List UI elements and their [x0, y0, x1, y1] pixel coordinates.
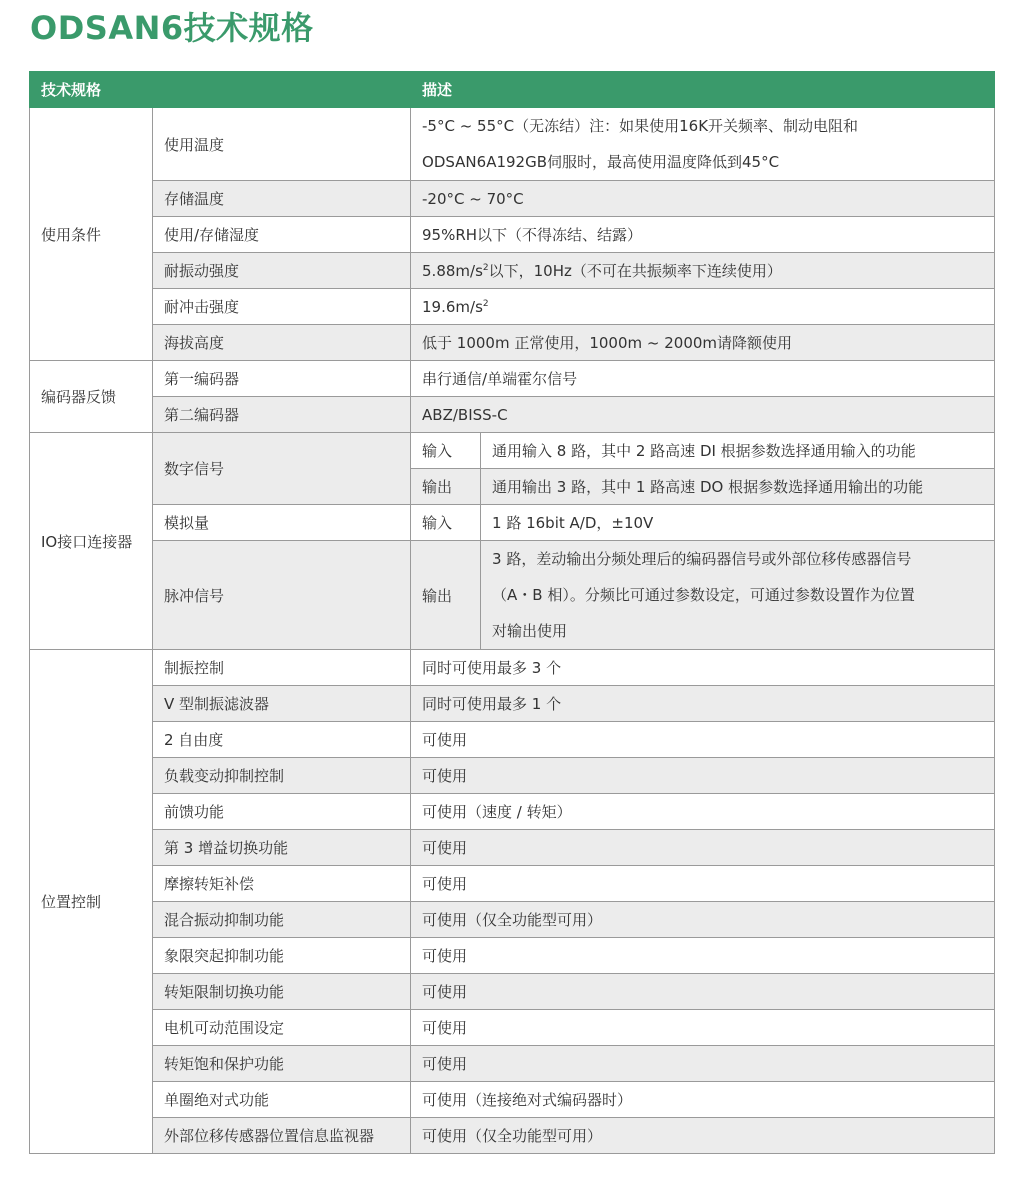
- table-row: [30, 1010, 995, 1046]
- table-row: [30, 758, 995, 794]
- table-row: [30, 361, 995, 397]
- spec-name: 使用/存储湿度: [153, 217, 411, 253]
- desc-line: 对输出使用: [492, 622, 568, 640]
- spec-desc: 通用输入 8 路，其中 2 路高速 DI 根据参数选择通用输入的功能: [481, 433, 995, 469]
- spec-name: 负载变动抑制控制: [153, 758, 411, 794]
- spec-desc: 通用输出 3 路，其中 1 路高速 DO 根据参数选择通用输出的功能: [481, 469, 995, 505]
- desc-line: -5°C ~ 55°C（无冻结）注：如果使用16K开关频率、制动电阻和: [422, 117, 859, 135]
- spec-desc: 95%RH以下（不得冻结、结露）: [411, 217, 995, 253]
- spec-desc: 可使用: [411, 974, 995, 1010]
- table-row: [30, 974, 995, 1010]
- spec-name: 第一编码器: [153, 361, 411, 397]
- spec-desc: -20°C ~ 70°C: [411, 181, 995, 217]
- spec-desc: 可使用（连接绝对式编码器时）: [411, 1082, 995, 1118]
- spec-desc: [411, 289, 995, 325]
- spec-desc: 可使用（仅全功能型可用）: [411, 902, 995, 938]
- spec-name: 象限突起抑制功能: [153, 938, 411, 974]
- spec-desc: 可使用: [411, 1010, 995, 1046]
- table-header: [30, 72, 995, 108]
- spec-desc: ABZ/BISS-C: [411, 397, 995, 433]
- table-row: [30, 181, 995, 217]
- table-row: [30, 650, 995, 686]
- spec-name: 数字信号: [153, 433, 411, 505]
- desc-text: 以下，10Hz（不可在共振频率下连续使用）: [488, 262, 782, 280]
- io-type: 输出: [411, 469, 481, 505]
- group-label: 位置控制: [30, 650, 153, 1154]
- io-type: 输入: [411, 505, 481, 541]
- spec-name: 模拟量: [153, 505, 411, 541]
- spec-desc: 可使用: [411, 1046, 995, 1082]
- spec-desc: 可使用: [411, 758, 995, 794]
- spec-name: 2 自由度: [153, 722, 411, 758]
- spec-desc: 同时可使用最多 3 个: [411, 650, 995, 686]
- spec-name: 耐冲击强度: [153, 289, 411, 325]
- superscript: 2: [482, 263, 489, 273]
- spec-name: 第二编码器: [153, 397, 411, 433]
- table-row: [30, 1118, 995, 1154]
- spec-name: 前馈功能: [153, 794, 411, 830]
- spec-name: 海拔高度: [153, 325, 411, 361]
- spec-name: 转矩限制切换功能: [153, 974, 411, 1010]
- desc-line: 3 路，差动输出分频处理后的编码器信号或外部位移传感器信号: [492, 550, 912, 568]
- table-row: [30, 433, 995, 469]
- spec-name: 单圈绝对式功能: [153, 1082, 411, 1118]
- desc-line: （A・B 相）。分频比可通过参数设定，可通过参数设置作为位置: [492, 586, 915, 604]
- table-row: [30, 794, 995, 830]
- spec-name: 存储温度: [153, 181, 411, 217]
- table-row: [30, 505, 995, 541]
- table-row: [30, 938, 995, 974]
- desc-line: ODSAN6A192GB伺服时，最高使用温度降低到45°C: [422, 153, 780, 171]
- header-spec: 技术规格: [30, 72, 411, 108]
- spec-desc: 可使用: [411, 938, 995, 974]
- spec-desc: 同时可使用最多 1 个: [411, 686, 995, 722]
- spec-name: V 型制振滤波器: [153, 686, 411, 722]
- superscript: 2: [482, 298, 489, 309]
- spec-name: 耐振动强度: [153, 253, 411, 289]
- table-row: [30, 1046, 995, 1082]
- spec-desc: 可使用: [411, 830, 995, 866]
- header-desc: 描述: [411, 72, 995, 108]
- table-row: [30, 289, 995, 325]
- table-row: [30, 397, 995, 433]
- table-row: [30, 217, 995, 253]
- spec-name: 使用温度: [153, 108, 411, 181]
- spec-table: [29, 71, 995, 1154]
- group-label: IO接口连接器: [30, 433, 153, 650]
- spec-name: 制振控制: [153, 650, 411, 686]
- desc-text: 19.6m/s: [422, 297, 483, 316]
- spec-desc: 可使用（速度 / 转矩）: [411, 794, 995, 830]
- spec-desc: 低于 1000m 正常使用，1000m ~ 2000m请降额使用: [411, 325, 995, 361]
- table-row: [30, 253, 995, 289]
- table-row: [30, 830, 995, 866]
- spec-desc: 可使用: [411, 722, 995, 758]
- table-row: [30, 108, 995, 181]
- table-row: [30, 722, 995, 758]
- group-label: 使用条件: [30, 108, 153, 361]
- desc-text: 5.88m/s: [422, 262, 483, 280]
- page-title: ODSAN6技术规格: [30, 9, 314, 47]
- spec-desc: 串行通信/单端霍尔信号: [411, 361, 995, 397]
- spec-name: 摩擦转矩补偿: [153, 866, 411, 902]
- table-row: [30, 1082, 995, 1118]
- spec-name: 混合振动抑制功能: [153, 902, 411, 938]
- table-row: [30, 902, 995, 938]
- spec-desc: 可使用（仅全功能型可用）: [411, 1118, 995, 1154]
- table-row: [30, 325, 995, 361]
- spec-desc: [411, 253, 995, 289]
- group-label: 编码器反馈: [30, 361, 153, 433]
- table-row: [30, 686, 995, 722]
- spec-desc: [481, 541, 995, 650]
- table-row: [30, 866, 995, 902]
- spec-name: 第 3 增益切换功能: [153, 830, 411, 866]
- io-type: 输入: [411, 433, 481, 469]
- spec-desc: [411, 108, 995, 181]
- spec-desc: 1 路 16bit A/D，±10V: [481, 505, 995, 541]
- spec-name: 转矩饱和保护功能: [153, 1046, 411, 1082]
- io-type: 输出: [411, 541, 481, 650]
- spec-name: 脉冲信号: [153, 541, 411, 650]
- spec-desc: 可使用: [411, 866, 995, 902]
- spec-name: 电机可动范围设定: [153, 1010, 411, 1046]
- table-row: [30, 541, 995, 650]
- spec-name: 外部位移传感器位置信息监视器: [153, 1118, 411, 1154]
